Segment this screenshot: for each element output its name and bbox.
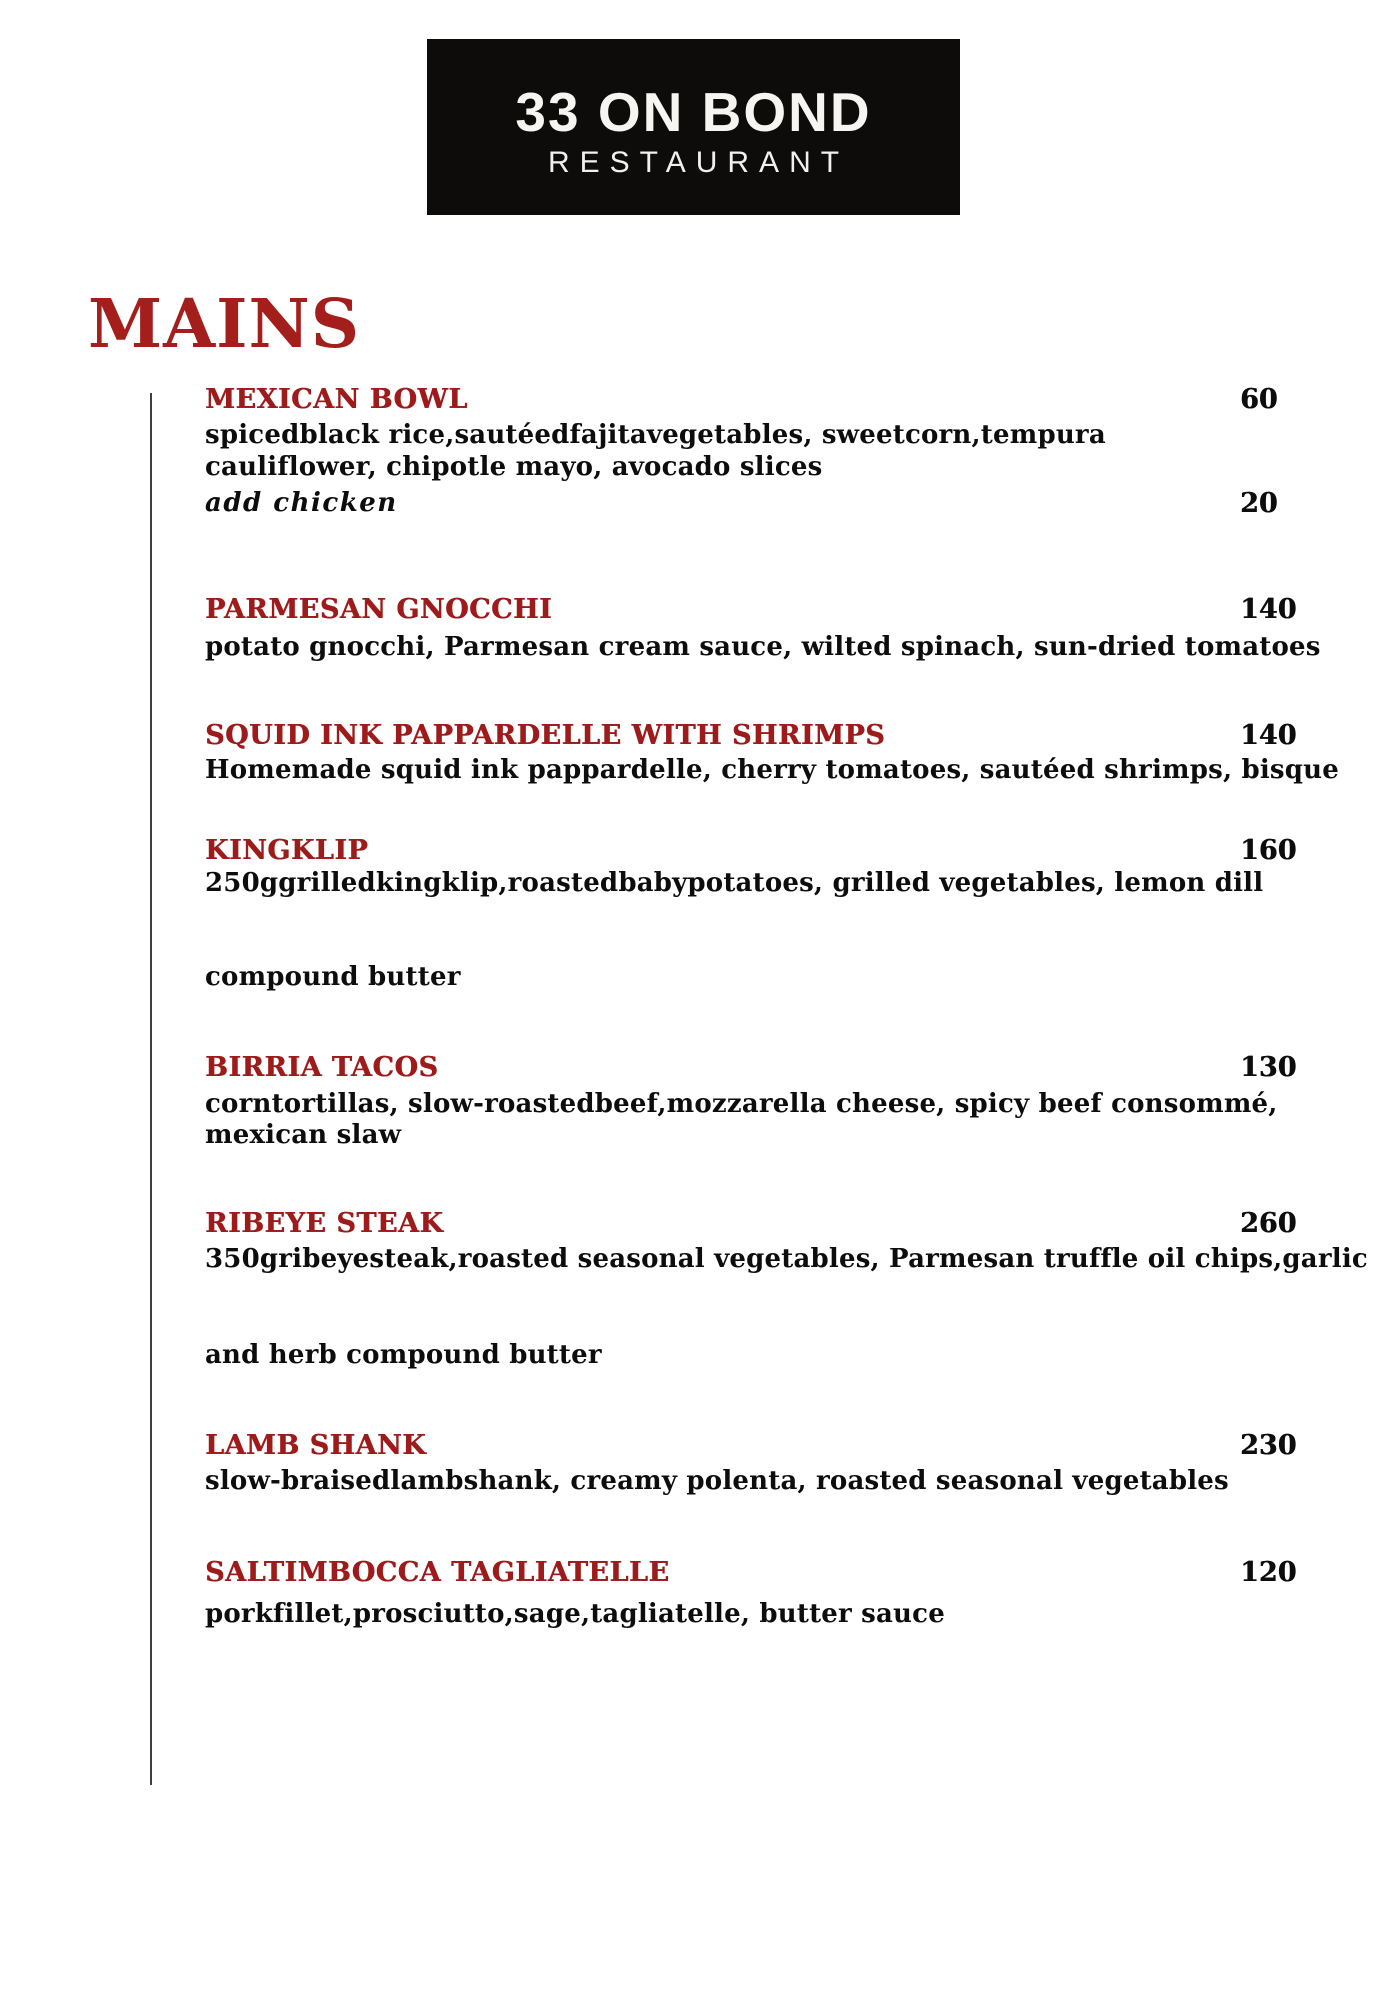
item-name-parmesan-gnocchi: PARMESAN GNOCCHI	[205, 594, 553, 625]
section-title: MAINS	[88, 284, 361, 363]
logo-title: 33 ON BOND	[515, 81, 872, 143]
item-name-kingklip: KINGKLIP	[205, 835, 369, 866]
item-desc-line: slow-braisedlambshank, creamy polenta, roasted seasonal vegetables	[205, 1466, 1229, 1496]
item-desc-extra-line: compound butter	[205, 962, 461, 992]
item-desc-line: corntortillas, slow-roastedbeef,mozzarella cheese, spicy beef consommé,	[205, 1089, 1278, 1119]
restaurant-logo	[427, 39, 960, 215]
item-price-birria-tacos: 130	[1240, 1052, 1297, 1083]
item-name-lamb-shank: LAMB SHANK	[205, 1430, 427, 1461]
item-price-ribeye-steak: 260	[1240, 1208, 1297, 1239]
item-addon-label: add chicken	[205, 488, 398, 518]
item-price-mexican-bowl: 60	[1240, 384, 1278, 415]
logo-subtitle: RESTAURANT	[547, 146, 850, 179]
item-name-saltimbocca-tagliatelle: SALTIMBOCCA TAGLIATELLE	[205, 1557, 670, 1588]
item-desc-line: mexican slaw	[205, 1120, 402, 1150]
item-name-birria-tacos: BIRRIA TACOS	[205, 1052, 439, 1083]
item-price-saltimbocca-tagliatelle: 120	[1240, 1557, 1297, 1588]
item-desc-line: 350gribeyesteak,roasted seasonal vegetables, Parmesan truffle oil chips,garlic	[205, 1244, 1368, 1274]
item-desc-extra-line: and herb compound butter	[205, 1340, 602, 1370]
item-price-lamb-shank: 230	[1240, 1430, 1297, 1461]
item-desc-line: potato gnocchi, Parmesan cream sauce, wilted spinach, sun-dried tomatoes	[205, 632, 1321, 662]
vertical-rule	[150, 393, 152, 1785]
item-price-parmesan-gnocchi: 140	[1240, 594, 1297, 625]
item-desc-line: porkfillet,prosciutto,sage,tagliatelle, butter sauce	[205, 1599, 945, 1629]
item-price-squid-ink-pappardelle: 140	[1240, 720, 1297, 751]
item-name-squid-ink-pappardelle: SQUID INK PAPPARDELLE WITH SHRIMPS	[205, 720, 886, 751]
item-desc-line: 250ggrilledkingklip,roastedbabypotatoes, grilled vegetables, lemon dill	[205, 868, 1264, 898]
item-name-mexican-bowl: MEXICAN BOWL	[205, 384, 468, 415]
item-name-ribeye-steak: RIBEYE STEAK	[205, 1208, 444, 1239]
item-addon-price: 20	[1240, 488, 1278, 519]
item-desc-line: Homemade squid ink pappardelle, cherry tomatoes, sautéed shrimps, bisque	[205, 755, 1339, 785]
item-price-kingklip: 160	[1240, 835, 1297, 866]
item-desc-line: spicedblack rice,sautéedfajitavegetables, sweetcorn,tempura	[205, 420, 1106, 450]
item-desc-line: cauliflower, chipotle mayo, avocado slices	[205, 452, 823, 482]
